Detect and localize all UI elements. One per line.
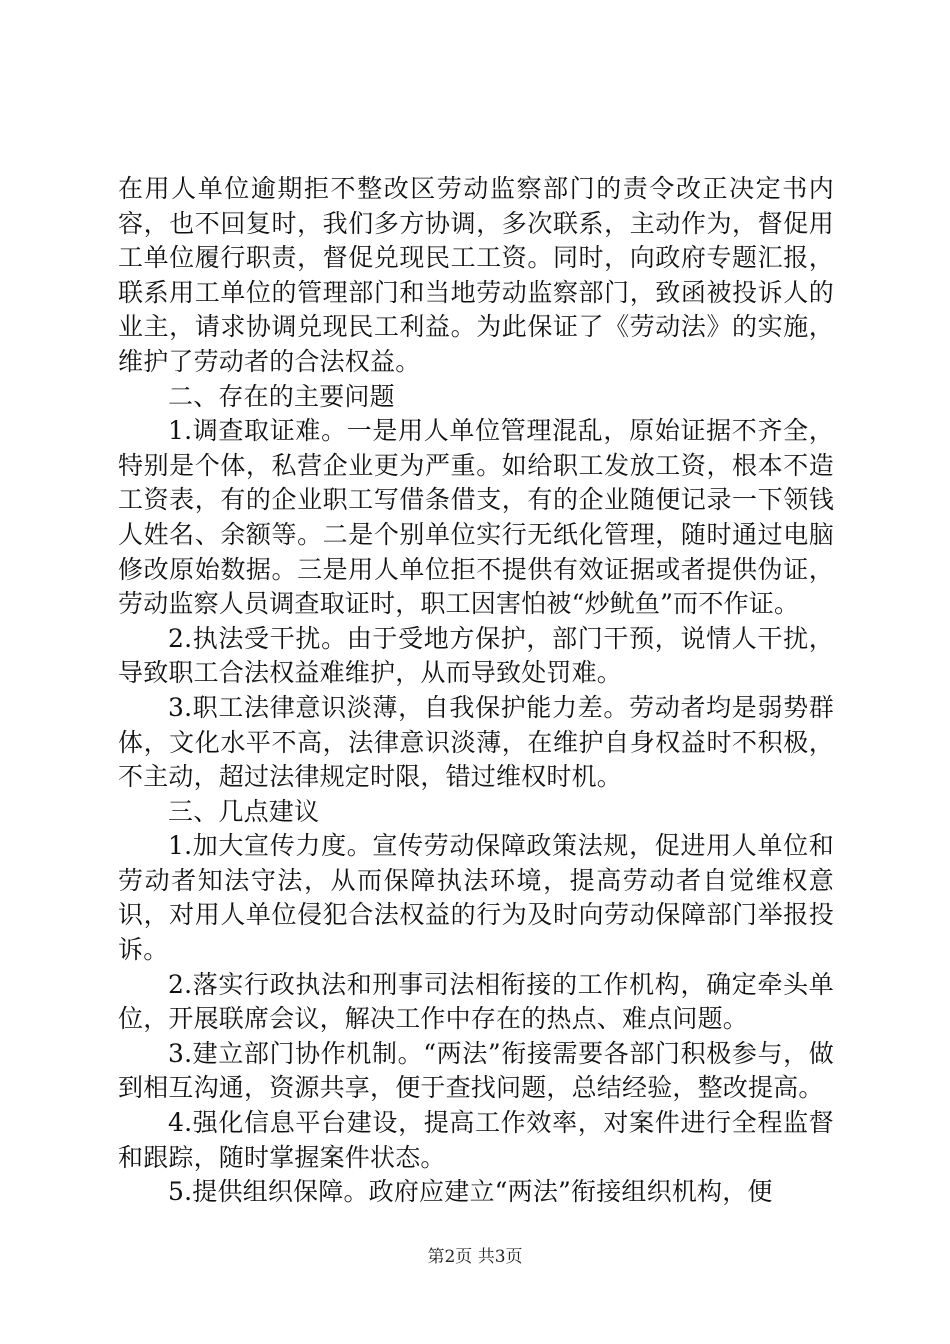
paragraph-suggestion-4: 4.强化信息平台建设，提高工作效率，对案件进行全程监督和跟踪，随时掌握案件状态。	[118, 1108, 834, 1172]
paragraph-continuation: 在用人单位逾期拒不整改区劳动监察部门的责令改正决定书内容，也不回复时，我们多方协调，多次联系，主动作为，督促用工单位履行职责，督促兑现民工工资。同时，向政府专题汇报，联系用工单位的管理部门和当地劳动监察部门，致函被投诉人的业主，请求协调兑现民工利益。为此保证了《劳动法》的实施，维护了劳动者的合法权益。	[118, 174, 834, 376]
paragraph-problem-3: 3.职工法律意识淡薄，自我保护能力差。劳动者均是弱势群体，文化水平不高，法律意识淡薄，在维护自身权益时不积极，不主动，超过法律规定时限，错过维权时机。	[118, 692, 834, 792]
section-heading-problems: 二、存在的主要问题	[168, 381, 395, 411]
paragraph-suggestion-3: 3.建立部门协作机制。“两法”衔接需要各部门积极参与，做到相互沟通，资源共享，便于查找问题，总结经验，整改提高。	[118, 1038, 834, 1103]
paragraph-suggestion-5: 5.提供组织保障。政府应建立“两法”衔接组织机构，便	[168, 1177, 773, 1207]
paragraph-problem-1: 1.调查取证难。一是用人单位管理混乱，原始证据不齐全，特别是个体，私营企业更为严重。如给职工发放工资，根本不造工资表，有的企业职工写借条借支，有的企业随便记录一下领钱人姓名、余额等。二是个别单位实行无纸化管理，随时通过电脑修改原始数据。三是用人单位拒不提供有效证据或者提供伪证，劳动监察人员调查取证时，职工因害怕被“炒鱿鱼”而不作证。	[118, 416, 834, 619]
paragraph-problem-2: 2.执法受干扰。由于受地方保护，部门干预，说情人干扰，导致职工合法权益难维护，从而导致处罚难。	[118, 623, 834, 688]
section-heading-suggestions: 三、几点建议	[168, 796, 320, 826]
paragraph-suggestion-2: 2.落实行政执法和刑事司法相衔接的工作机构，确定牵头单位，开展联席会议，解决工作中存在的热点、难点问题。	[118, 969, 834, 1034]
document-body	[118, 172, 834, 1210]
paragraph-suggestion-1: 1.加大宣传力度。宣传劳动保障政策法规，促进用人单位和劳动者知法守法，从而保障执法环境，提高劳动者自觉维权意识，对用人单位侵犯合法权益的行为及时向劳动保障部门举报投诉。	[118, 831, 834, 965]
page-number-footer: 第2页 共3页	[427, 1247, 523, 1267]
